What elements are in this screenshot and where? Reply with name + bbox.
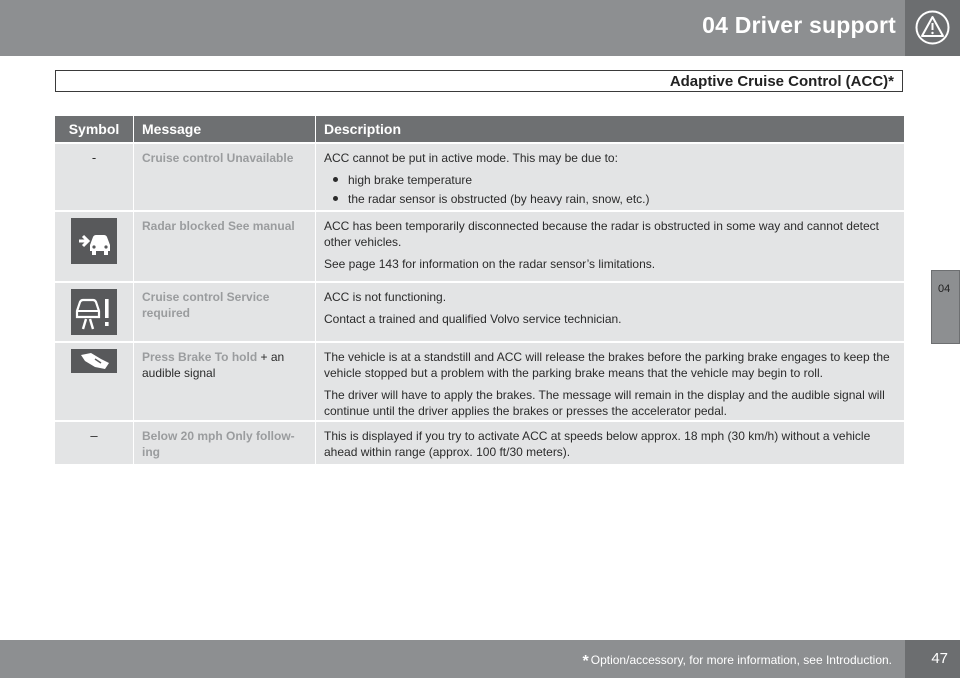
table-row <box>55 142 904 210</box>
chapter-header <box>0 0 960 56</box>
description-paragraph: Contact a trained and qualified Volvo service technician. <box>324 312 622 326</box>
press-brake-icon <box>71 349 117 373</box>
footnote <box>583 653 892 671</box>
description-cell <box>315 212 904 281</box>
description-cell <box>315 144 904 210</box>
table-row <box>55 281 904 341</box>
message-cell <box>133 283 315 341</box>
message-text: Radar blocked See manual <box>142 219 295 233</box>
message-table <box>55 116 904 464</box>
chapter-side-tab[interactable] <box>931 270 960 344</box>
section-title: Adaptive Cruise Control (ACC)* <box>669 73 894 90</box>
symbol-text: - <box>91 150 97 165</box>
description-paragraph: The vehicle is at a standstill and ACC will release the brakes before the parking brake engages to keep the vehicle stopped but a problem with the parking brake means that the vehicle may begin to roll. <box>324 350 890 380</box>
symbol-text: – <box>90 428 98 443</box>
table-row <box>55 210 904 281</box>
description-paragraph: ACC has been temporarily disconnected because the radar is obstructed in some way and cannot detect other vehicles. <box>324 219 879 249</box>
column-header-message: Message <box>133 116 315 142</box>
bullet-item: high brake temperature <box>348 172 898 188</box>
column-header-symbol: Symbol <box>68 121 120 137</box>
table-row <box>55 341 904 420</box>
description-paragraph: ACC cannot be put in active mode. This may be due to: <box>324 151 618 165</box>
page-number-box <box>905 640 960 678</box>
symbol-cell <box>55 422 133 464</box>
footnote-star: * <box>582 653 589 670</box>
message-text: Cruise control Service required <box>142 290 270 320</box>
message-cell <box>133 343 315 420</box>
cruise-service-icon <box>71 289 117 335</box>
message-text: Cruise control Unavailable <box>142 151 294 165</box>
message-extra-text: + an audible signal <box>142 350 285 380</box>
message-text: Below 20 mph Only follow-ing <box>142 429 295 459</box>
message-cell <box>133 212 315 281</box>
radar-blocked-icon <box>71 218 117 264</box>
section-title-box <box>55 70 903 92</box>
description-bullets <box>324 172 898 207</box>
message-cell <box>133 144 315 210</box>
description-cell <box>315 343 904 420</box>
table-header <box>55 116 904 142</box>
table-row <box>55 420 904 464</box>
description-paragraph: This is displayed if you try to activate ACC at speeds below approx. 18 mph (30 km/h) without a vehicle ahead within range (approx. 100 ft/30 meters). <box>324 429 871 459</box>
message-text: Press Brake To hold <box>142 350 258 364</box>
description-cell <box>315 283 904 341</box>
message-cell <box>133 422 315 464</box>
footnote-text: Option/accessory, for more information, see Introduction. <box>590 653 892 667</box>
description-paragraph: The driver will have to apply the brakes. The message will remain in the display and the audible signal will continue until the driver applies the brakes or presses the accelerator pedal. <box>324 388 885 418</box>
symbol-cell <box>55 283 133 341</box>
description-paragraph: See page 143 for information on the radar sensor’s limitations. <box>324 257 656 271</box>
page-footer <box>0 640 960 678</box>
warning-triangle-box <box>905 0 960 56</box>
symbol-cell <box>55 343 133 420</box>
symbol-cell <box>55 212 133 281</box>
warning-triangle-icon <box>914 9 951 46</box>
column-header-description: Description <box>315 116 904 142</box>
chapter-title: 04 Driver support <box>702 12 896 38</box>
description-paragraph: ACC is not functioning. <box>324 290 447 304</box>
symbol-cell <box>55 144 133 210</box>
side-tab-label: 04 <box>938 283 951 295</box>
bullet-item: the radar sensor is obstructed (by heavy rain, snow, etc.) <box>348 191 898 207</box>
description-cell <box>315 422 904 464</box>
page-number: 47 <box>931 650 948 667</box>
